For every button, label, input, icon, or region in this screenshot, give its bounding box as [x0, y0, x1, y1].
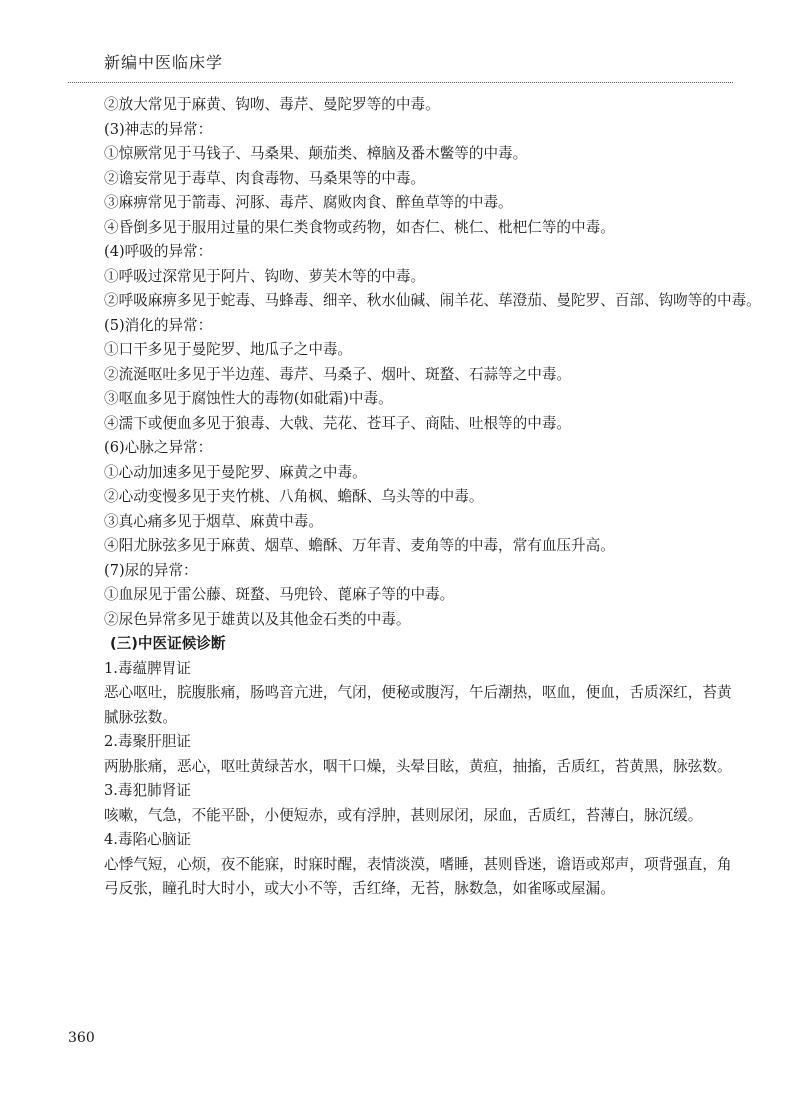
page-number: 360 — [68, 1030, 95, 1046]
text-line: (7)尿的异常： — [104, 561, 198, 579]
text-line: ①心动加速多见于曼陀罗、麻黄之中毒。 — [104, 463, 367, 481]
text-line: ③呕血多见于腐蚀性大的毒物(如砒霜)中毒。 — [104, 390, 393, 407]
text-line: 两胁胀痛，恶心，呕吐黄绿苦水，咽干口燥，头晕目眩，黄疸，抽搐，舌质红，苔黄黑，脉弦数。 — [104, 757, 732, 775]
text-line: ①口干多见于曼陀罗、地瓜子之中毒。 — [104, 341, 353, 358]
section-heading: (三)中医证候诊断 — [110, 635, 226, 652]
text-line: ②呼吸麻痹多见于蛇毒、马蜂毒、细辛、秋水仙碱、闹羊花、荜澄茄、曼陀罗、百部、钩吻等的中毒。 — [104, 292, 761, 309]
text-line: 咳嗽，气急，不能平卧，小便短赤，或有浮肿，甚则尿闭，尿血，舌质红，苔薄白，脉沉缓。 — [104, 806, 703, 824]
text-line: ②尿色异常多见于雄黄以及其他金石类的中毒。 — [104, 610, 411, 628]
text-line: ④濡下或便血多见于狼毒、大戟、芫花、苍耳子、商陆、吐根等的中毒。 — [104, 414, 572, 432]
text-line: ④昏倒多见于服用过量的果仁类食物或药物，如杏仁、桃仁、枇杷仁等的中毒。 — [104, 218, 615, 236]
running-header: 新编中医临床学 — [104, 53, 224, 72]
text-line: 1.毒蕴脾胃证 — [104, 659, 191, 677]
text-line: 3.毒犯肺肾证 — [104, 782, 191, 799]
text-line: ④阳尤脉弦多见于麻黄、烟草、蟾酥、万年青、麦角等的中毒，常有血压升高。 — [104, 537, 615, 554]
header-divider — [68, 82, 733, 83]
text-line: ②心动变慢多见于夹竹桃、八角枫、蟾酥、乌头等的中毒。 — [104, 488, 484, 505]
text-line: ②放大常见于麻黄、钩吻、毒芹、曼陀罗等的中毒。 — [104, 96, 440, 113]
text-line: ①惊厥常见于马钱子、马桑果、颠茄类、樟脑及番木鳖等的中毒。 — [104, 145, 528, 162]
text-line: (5)消化的异常： — [104, 316, 213, 334]
text-line: (3)神志的异常： — [104, 120, 213, 138]
text-line: 2.毒聚肝胆证 — [104, 733, 191, 750]
text-line: ①呼吸过深常见于阿片、钩吻、萝芙木等的中毒。 — [104, 267, 426, 285]
text-line: ①血尿见于雷公藤、斑蝥、马兜铃、蓖麻子等的中毒。 — [104, 586, 455, 603]
text-line: (4)呼吸的异常： — [104, 243, 213, 260]
text-line: ②谵妄常见于毒草、肉食毒物、马桑果等的中毒。 — [104, 169, 426, 187]
text-line: (6)心脉之异常： — [104, 439, 213, 456]
page-body — [104, 93, 761, 902]
text-line: 4.毒陷心脑证 — [104, 831, 191, 848]
text-line: ③麻痹常见于箭毒、河豚、毒芹、腐败肉食、醉鱼草等的中毒。 — [104, 194, 513, 211]
body-paragraph: 恶心呕吐，脘腹胀痛，肠鸣音亢进，气闭，便秘或腹泻，午后潮热，呕血，便血，舌质深红，苔黄腻脉弦数。 — [104, 684, 732, 726]
text-line: ③真心痛多见于烟草、麻黄中毒。 — [104, 512, 323, 530]
text-line: ②流涎呕吐多见于半边莲、毒芹、马桑子、烟叶、斑蝥、石蒜等之中毒。 — [104, 365, 572, 383]
body-paragraph: 心悸气短，心烦，夜不能寐，时寐时醒，表情淡漠，嗜睡，甚则昏迷，谵语或郑声，项背强直，角弓反张，瞳孔时大时小，或大小不等，舌红绛，无苔，脉数急，如雀啄或屋漏。 — [104, 855, 732, 897]
